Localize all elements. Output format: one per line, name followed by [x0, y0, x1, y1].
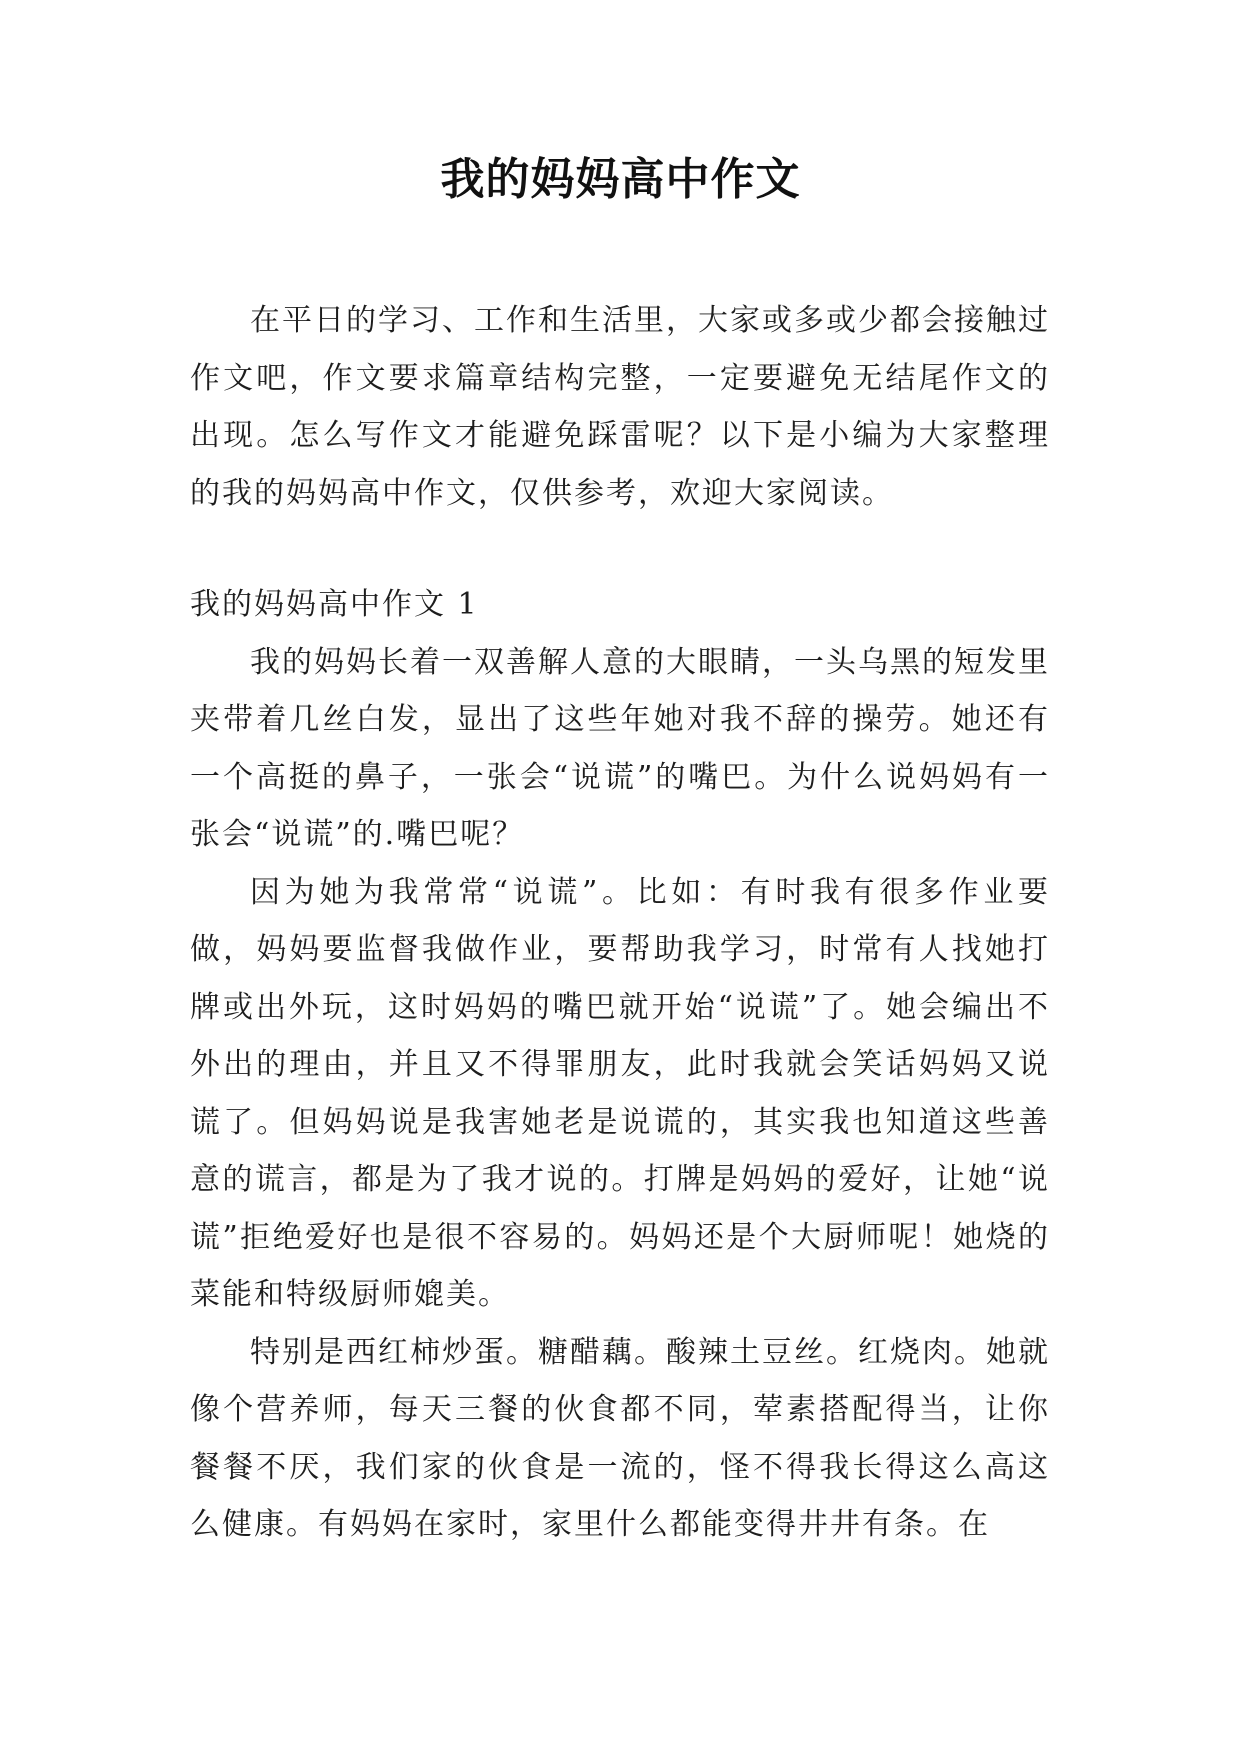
essay-section	[190, 576, 1050, 1554]
essay-paragraph-2: 因为她为我常常“说谎”。比如：有时我有很多作业要做，妈妈要监督我做作业，要帮助我学习，时常有人找她打牌或出外玩，这时妈妈的嘴巴就开始“说谎”了。她会编出不外出的理由，并且又不得罪朋友，此时我就会笑话妈妈又说谎了。但妈妈说是我害她老是说谎的，其实我也知道这些善意的谎言，都是为了我才说的。打牌是妈妈的爱好，让她“说谎”拒绝爱好也是很不容易的。妈妈还是个大厨师呢！她烧的菜能和特级厨师媲美。	[190, 874, 1050, 1312]
essay-paragraph-3: 特别是西红柿炒蛋。糖醋藕。酸辣土豆丝。红烧肉。她就像个营养师，每天三餐的伙食都不同，荤素搭配得当，让你餐餐不厌，我们家的伙食是一流的，怪不得我长得这么高这么健康。有妈妈在家时，家里什么都能变得井井有条。在	[190, 1334, 1050, 1542]
essay-paragraph-1: 我的妈妈长着一双善解人意的大眼睛，一头乌黑的短发里夹带着几丝白发，显出了这些年她对我不辞的操劳。她还有一个高挺的鼻子，一张会“说谎”的嘴巴。为什么说妈妈有一张会“说谎”的.嘴巴呢？	[190, 644, 1050, 852]
section-heading: 我的妈妈高中作文 1	[190, 587, 479, 622]
document-title: 我的妈妈高中作文	[440, 154, 801, 205]
intro-paragraph: 在平日的学习、工作和生活里，大家或多或少都会接触过作文吧，作文要求篇章结构完整，一定要避免无结尾作文的出现。怎么写作文才能避免踩雷呢？以下是小编为大家整理的我的妈妈高中作文，仅供参考，欢迎大家阅读。	[190, 303, 1050, 511]
intro-block	[190, 292, 1050, 522]
